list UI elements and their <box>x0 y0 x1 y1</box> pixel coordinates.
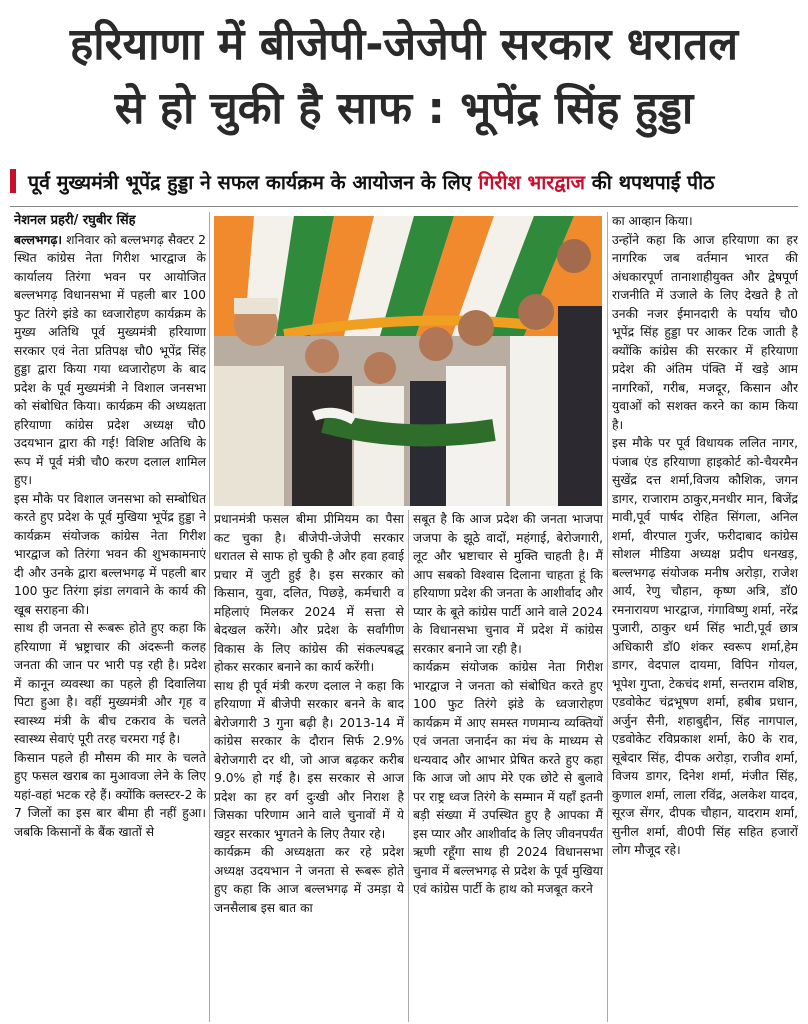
paragraph: प्रधानमंत्री फसल बीमा प्रीमियम का पैसा कट चुका है। बीजेपी-जेजेपी सरकार धरातल से साफ हो चुकी है और हवा हवाई प्रचार में जुटी हुई है। इस सरकार को किसान, युवा, दलित, पिछड़े, कर्मचारी व महिलाएं मिलकर 2024 में सत्ता से बेदखल करेंगे। और प्रदेश के सर्वांगीण विकास के लिए कांग्रेस की संकल्पबद्ध होकर सरकार बनाने का कार्य करेंगी। <box>214 512 404 674</box>
paragraph-text: शनिवार को बल्लभगढ़ सैक्टर 2 स्थित कांग्रेस नेता गिरीश भारद्वाज के कार्यालय तिरंगा भवन पर आयोजित बल्लभगढ़ विधानसभा में पहली बार 100 फुट तिरंगे झंडे का ध्वजारोहण कार्यक्रम के मुख्य अतिथि पूर्व मुख्यमंत्री हरियाणा सरकार एवं नेता प्रतिपक्ष चौ0 भूपेंद्र सिंह हुड्डा द्वारा किया गया ध्वजारोहण के बाद प्रदेश के पूर्व मुख्यमंत्री ने विशाल जनसभा को संबोधित किया। कार्यक्रम की अध्यक्षता हरियाणा कांग्रेस प्रदेश अध्यक्ष चौ0 उदयभान द्वारा की गई! विशिष्ट अतिथि के रूप में पूर्व मंत्री चौ0 करण दलाल शामिल हुए। <box>14 232 206 487</box>
subheadline-highlight: गिरीश भारद्वाज <box>478 171 585 194</box>
event-photo-illustration <box>214 216 602 506</box>
column-divider <box>209 212 210 1022</box>
paragraph <box>14 231 206 490</box>
article-column-2 <box>214 510 404 1022</box>
dateline: बल्लभगढ़। <box>14 232 63 247</box>
paragraph: का आव्हान किया। <box>612 214 693 228</box>
paragraph: कार्यक्रम की अध्यक्षता कर रहे प्रदेश अध्यक्ष उदयभान ने जनता से रूबरू होते हुए कहा कि आज बल्लभगढ़ में उमड़ा ये जनसैलाब इस बात का <box>214 845 404 915</box>
article-column-3 <box>413 510 603 1022</box>
paragraph: कार्यक्रम संयोजक कांग्रेस नेता गिरीश भारद्वाज ने जनता को संबोधित करते हुए 100 फुट तिरंगे झंडे के ध्वजारोहण कार्यक्रम में आए समस्त गणमान्य व्यक्तियों एवं जनता जनार्दन का मंच के माध्यम से धन्यवाद और आभार प्रेषित करते हुए कहा कि आज जो आप मेरे एक छोटे से बुलावे पर राष्ट्र ध्वज तिरंगे के सम्मान में यहाँ इतनी बड़ी संख्या में उपस्थित हुए है आपका मैं इस प्यार और आशीर्वाद के लिए जीवनपर्यंत ऋणी रहूँगा साथ ही 2024 विधानसभा चुनाव में बल्लभगढ़ से प्रदेश के पूर्व मुखिया एवं कांग्रेस पार्टी के हाथ को मजबूत करने <box>413 660 603 896</box>
column-divider <box>607 212 608 1022</box>
paragraph: किसान पहले ही मौसम की मार के चलते हुए फसल खराब का मुआवजा लेने के लिए यहां-वहां भटक रहे हैं। क्योंकि क्लस्टर-2 के 7 जिलों का इस बार बीमा ही नहीं हुआ। जबकि किसानों के बैंक खातों से <box>14 750 206 839</box>
paragraph: साथ ही पूर्व मंत्री करण दलाल ने कहा कि हरियाणा में बीजेपी सरकार बनने के बाद बेरोजगारी 3 गुना बढ़ी है। 2013-14 में कांग्रेस सरकार के दौरान सिर्फ 2.9% बेरोजगारी दर थी, जो आज बढ़कर करीब 9.0% हो गई है। इस सरकार से आज प्रदेश का हर वर्ग दुःखी और निराश है जिसका परिणाम आने वाले चुनावों में ये खट्टर सरकार भुगतने के लिए तैयार रहे। <box>214 678 404 841</box>
article-column-1 <box>14 212 206 1022</box>
accent-bar <box>10 169 16 193</box>
article-column-4 <box>612 212 798 1022</box>
divider <box>10 206 798 207</box>
byline: नेशनल प्रहरी/ रघुबीर सिंह <box>14 213 136 228</box>
paragraph: इस मौके पर विशाल जनसभा को सम्बोधित करते हुए प्रदेश के पूर्व मुखिया भूपेंद्र हुड्डा ने कार्यक्रम संयोजक कांग्रेस नेता गिरीश भारद्वाज को तिरंगा भवन की शुभकामनाएं दी और उनके द्वारा बल्लभगढ़ में पहली बार 100 फुट तिरंगा झंडा लगवाने के कार्य की खूब सराहना की। <box>14 491 206 617</box>
paragraph: साथ ही जनता से रूबरू होते हुए कहा कि हरियाणा में भ्रष्ट्राचार की अंदरूनी कलह जनता की जान पर भारी पड़ रही है। प्रदेश में कानून व्यवस्था का पहले ही दिवालिया पिटा हुआ है। वहीं मुख्यमंत्री और गृह व स्वास्थ्य मंत्री के बीच टकराव के चलते स्वास्थ्य सेवाएं पूरी तरह चरमरा गई है। <box>14 621 206 746</box>
subheadline-tail: की थपथपाई पीठ <box>584 171 715 194</box>
paragraph: इस मौके पर पूर्व विधायक ललित नागर, पंजाब एंड हरियाणा हाइकोर्ट को-चैयरमैन सुखेंद्र दत्त शर्मा,विजय कौशिक, जगन डागर, राजाराम ठाकुर,मनधीर मान, बिजेंद्र मावी,पूर्व पार्षद रोहित सिंगला, अनिल शर्मा, वीरपाल गुर्जर, फरीदाबाद कांग्रेस सोशल मीडिया अध्यक्ष प्रदीप धनखड़, बल्लभगढ़ संयोजक मनीष अरोड़ा, राजेश आर्य, रेणु चौहान, कृष्ण अत्रि, डॉ0 रमनारायण भारद्वाज, गंगाविष्णु शर्मा, नरेंद्र पुजारी, ठाकुर धर्म सिंह भाटी,पूर्व छात्र अधिकारी डॉ0 शंकर स्वरूप शर्मा,हेम डागर, वेदपाल दायमा, विपिन गोयल, भूपेश गुप्ता, टेकचंद शर्मा, सन्तराम वशिष्ठ, एडवोकेट चंद्रभूषण शर्मा, हबीब प्रधान, अर्जुन सैनी, शहाबुद्दीन, सिंह नागपाल, एडवोकेट रविप्रकाश शर्मा, के0 के राव, सूबेदार सिंह, दीपक अरोड़ा, राजीव शर्मा, विजय डागर, दिनेश शर्मा, मंजीत सिंह, कुणाल शर्मा, लाला रविंद्र, अलकेश यादव, सूरज सेंगर, दीपक चौहान, यादराम शर्मा, सुनील शर्मा, वी0पी सिंह सहित हजारों लोग मौजूद रहे। <box>612 436 798 857</box>
headline-line-2: से हो चुकी है साफ : भूपेंद्र सिंह हुड्डा <box>114 83 694 134</box>
event-photo <box>214 216 602 506</box>
paragraph: सबूत है कि आज प्रदेश की जनता भाजपा जजपा के झूठे वादों, महंगाई, बेरोजगारी, लूट और भ्रष्टाचार से मुक्ति चाहती है। मैं आप सबको विश्वास दिलाना चाहता हूं कि हरियाणा प्रदेश की जनता के आशीर्वाद और प्यार के बूते कांग्रेस पार्टी आने वाले 2024 के विधानसभा चुनाव में प्रदेश में कांग्रेस सरकार बनाने जा रही है। <box>413 512 603 656</box>
subheadline <box>10 168 800 202</box>
headline-line-1: हरियाणा में बीजेपी-जेजेपी सरकार धरातल <box>69 19 739 70</box>
paragraph: उन्होंने कहा कि आज हरियाणा का हर नागरिक जब वर्तमान भारत की अंधकारपूर्ण तानाशाहीयुक्त और द्वेषपूर्ण राजनीति में उजाले के लिए देखते है तो उनकी नजर ईमानदारी के पर्याय चौ0 भूपेंद्र सिंह हुड्डा पर आकर टिक जाती है क्योंकि कांग्रेस की सरकार में हरियाणा प्रदेश की अंतिम पंक्ति में खड़े आम नागरिकों, गरीब, मजदूर, किसान और युवाओं को सशक्त करने का काम किया है। <box>612 232 798 432</box>
column-divider <box>408 510 409 1022</box>
subheadline-text: पूर्व मुख्यमंत्री भूपेंद्र हुड्डा ने सफल कार्यक्रम के आयोजन के लिए <box>28 171 479 194</box>
